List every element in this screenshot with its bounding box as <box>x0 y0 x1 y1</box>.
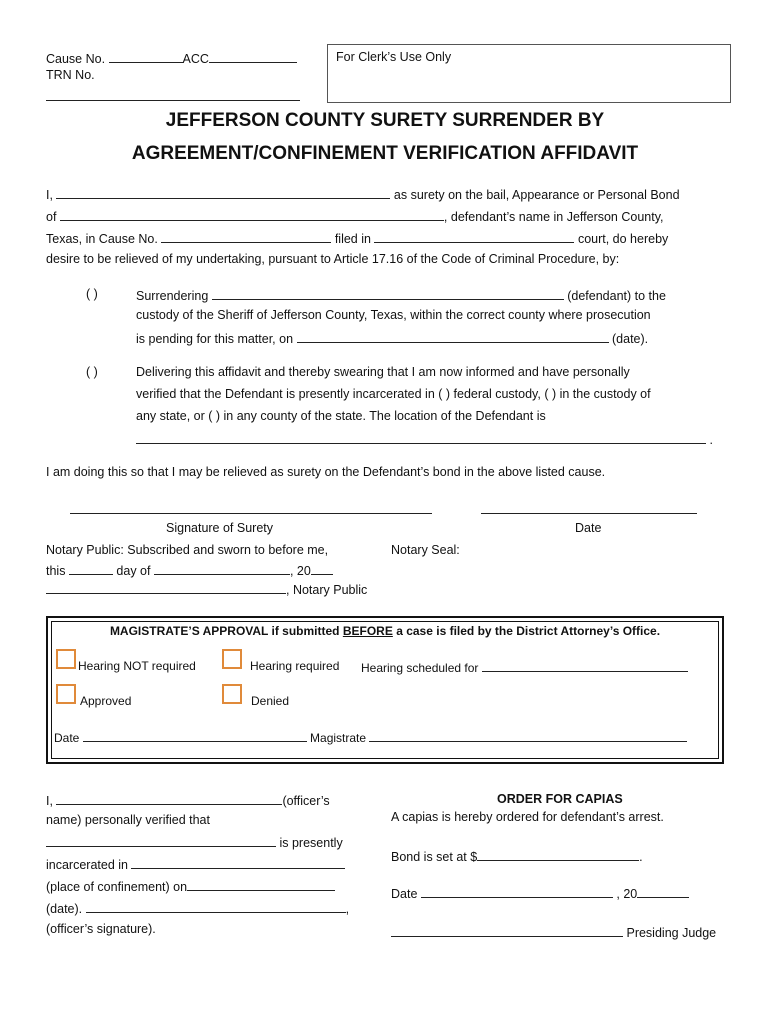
capias-year-prefix: , 20 <box>616 887 638 901</box>
surety-signature-field[interactable] <box>70 501 432 514</box>
judge-signature-field[interactable] <box>391 924 623 937</box>
capias-date-label: Date <box>391 887 418 901</box>
cause-number-field[interactable] <box>109 50 183 63</box>
capias-year-field[interactable] <box>637 885 689 898</box>
intro-line-4: desire to be relieved of my undertaking, pursuant to Article 17.16 of the Code of Criminal Procedure, by: <box>46 252 620 266</box>
notary-line-3 <box>46 581 367 597</box>
officer-signature-field[interactable] <box>86 900 346 913</box>
option2-checkbox[interactable]: ( ) <box>86 365 98 379</box>
document-title-line2: AGREEMENT/CONFINEMENT VERIFICATION AFFIDAVIT <box>131 143 639 164</box>
officer-line-7: (officer’s signature). <box>46 922 156 936</box>
officer-line-2: name) personally verified that <box>46 813 210 827</box>
magistrate-heading-before: BEFORE <box>342 624 393 638</box>
defendant-name-field[interactable] <box>60 208 444 221</box>
officer-l3-suffix: is presently <box>279 836 343 850</box>
option2-line-4 <box>136 431 713 447</box>
notary-day-field[interactable] <box>69 562 113 575</box>
intro-line-3 <box>46 230 668 246</box>
hearing-not-required-checkbox[interactable] <box>56 649 76 669</box>
surety-date-field[interactable] <box>481 501 697 514</box>
officer-l5-prefix: (place of confinement) on <box>46 880 188 894</box>
officer-i: I, <box>46 794 53 808</box>
officer-line-5 <box>46 878 335 894</box>
hearing-scheduled-label: Hearing scheduled for <box>361 661 479 675</box>
intro-i: I, <box>46 188 53 202</box>
hearing-not-required-label: Hearing NOT required <box>78 659 196 673</box>
bond-period: . <box>639 850 643 864</box>
clerk-use-box <box>327 44 731 103</box>
capias-date-row <box>391 885 689 901</box>
officer-place-field[interactable] <box>131 856 345 869</box>
capias-statement: A capias is hereby ordered for defendant’s arrest. <box>391 810 664 824</box>
cause-number-label: Cause No. <box>46 52 106 66</box>
magistrate-signature-field[interactable] <box>369 729 687 742</box>
option2-line-1: Delivering this affidavit and thereby swearing that I am now informed and have personally <box>136 365 630 379</box>
magistrate-date-label: Date <box>54 731 80 745</box>
officer-line-3 <box>46 834 343 850</box>
option1-l1-prefix: Surrendering <box>136 289 209 303</box>
option2-line-2: verified that the Defendant is presently incarcerated in ( ) federal custody, ( ) in the custody of <box>136 387 651 401</box>
intro-l1-text: as surety on the bail, Appearance or Personal Bond <box>393 188 680 202</box>
magistrate-heading <box>48 624 722 638</box>
capias-heading: ORDER FOR CAPIAS <box>497 792 623 806</box>
court-field[interactable] <box>374 230 574 243</box>
option2-period: . <box>709 433 713 447</box>
magistrate-heading-pre: MAGISTRATE’S APPROVAL if submitted <box>109 624 343 638</box>
officer-l6-prefix: (date). <box>46 902 83 916</box>
clerk-use-label: For Clerk’s Use Only <box>336 50 452 64</box>
magistrate-label: Magistrate <box>310 731 367 745</box>
officer-l4-prefix: incarcerated in <box>46 858 128 872</box>
intro-line-2 <box>46 208 664 224</box>
intro-line-1 <box>46 186 680 202</box>
officer-line-6 <box>46 900 349 916</box>
surety-name-field[interactable] <box>56 186 390 199</box>
notary-line-2 <box>46 562 333 578</box>
acc-field[interactable] <box>209 50 297 63</box>
bond-label: Bond is set at $ <box>391 850 478 864</box>
denied-label: Denied <box>251 694 290 708</box>
option1-checkbox[interactable]: ( ) <box>86 287 98 301</box>
intro-l3-c: court, do hereby <box>577 232 669 246</box>
magistrate-date-field[interactable] <box>83 729 307 742</box>
magistrate-approval-box <box>46 616 724 764</box>
cause-number-row <box>46 50 297 66</box>
surrender-defendant-field[interactable] <box>212 287 564 300</box>
hearing-required-label: Hearing required <box>250 659 340 673</box>
notary-year-prefix: , 20 <box>289 564 311 578</box>
bond-row <box>391 848 643 864</box>
trn-field[interactable] <box>46 88 300 101</box>
officer-defendant-field[interactable] <box>46 834 276 847</box>
hearing-required-checkbox[interactable] <box>222 649 242 669</box>
intro-l2-text: , defendant’s name in Jefferson County, <box>443 210 664 224</box>
notary-month-field[interactable] <box>154 562 290 575</box>
intro-cause-field[interactable] <box>161 230 331 243</box>
option2-line-3: any state, or ( ) in any county of the state. The location of the Defendant is <box>136 409 546 423</box>
option1-l3-prefix: is pending for this matter, on <box>136 332 294 346</box>
document-title-line1: JEFFERSON COUNTY SURETY SURRENDER BY <box>165 110 605 131</box>
notary-seal-label: Notary Seal: <box>391 543 460 557</box>
officer-line-1 <box>46 792 330 808</box>
option1-l3-suffix: (date). <box>612 332 649 346</box>
magistrate-heading-post: a case is filed by the District Attorney’s Office. <box>392 624 661 638</box>
magistrate-date-row <box>54 729 687 745</box>
notary-line-1: Notary Public: Subscribed and sworn to before me, <box>46 543 329 557</box>
notary-public-label: , Notary Public <box>286 583 368 597</box>
trn-label: TRN No. <box>46 68 95 82</box>
capias-date-field[interactable] <box>421 885 613 898</box>
hearing-scheduled-row <box>361 659 688 675</box>
closing-statement: I am doing this so that I may be relieved as surety on the Defendant’s bond in the above listed cause. <box>46 465 606 479</box>
denied-checkbox[interactable] <box>222 684 242 704</box>
officer-date-field[interactable] <box>187 878 335 891</box>
officer-l6-suffix: , <box>345 902 350 916</box>
option1-line-1 <box>136 287 666 303</box>
approved-label: Approved <box>80 694 132 708</box>
acc-label: ACC <box>182 52 209 66</box>
officer-line-4 <box>46 856 345 872</box>
approved-checkbox[interactable] <box>56 684 76 704</box>
intro-of: of <box>46 210 57 224</box>
surrender-date-field[interactable] <box>297 330 609 343</box>
hearing-scheduled-field[interactable] <box>482 659 688 672</box>
notary-signature-field[interactable] <box>46 581 286 594</box>
option1-l1-suffix: (defendant) to the <box>567 289 666 303</box>
intro-l3-a: Texas, in Cause No. <box>46 232 158 246</box>
presiding-judge-label: Presiding Judge <box>626 926 717 940</box>
signature-date-label: Date <box>575 521 602 535</box>
bond-amount-field[interactable] <box>477 848 639 861</box>
notary-this: this <box>46 564 66 578</box>
intro-l3-b: filed in <box>334 232 371 246</box>
officer-name-field[interactable] <box>56 792 282 805</box>
defendant-location-field[interactable] <box>136 431 706 444</box>
signature-of-surety-label: Signature of Surety <box>166 521 274 535</box>
notary-day-of: day of <box>116 564 151 578</box>
option1-line-3 <box>136 330 648 346</box>
judge-row <box>391 924 716 940</box>
notary-year-field[interactable] <box>311 562 333 575</box>
option1-line-2: custody of the Sheriff of Jefferson County, Texas, within the correct county where prosecution <box>136 308 651 322</box>
officer-l1-suffix: (officer’s <box>282 794 330 808</box>
